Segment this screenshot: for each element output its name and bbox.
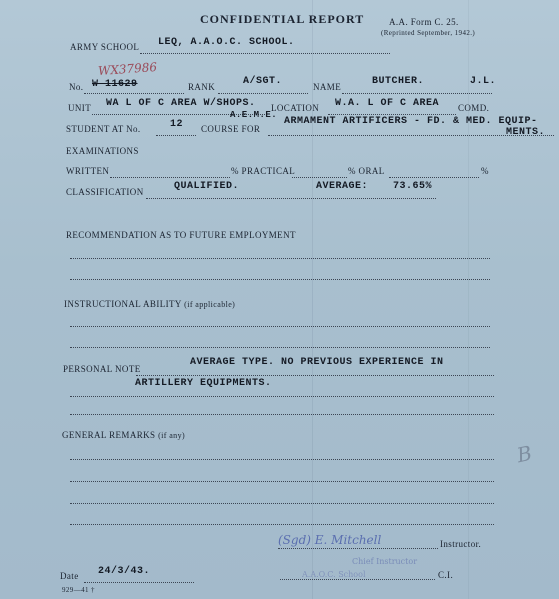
remarks-line [70, 503, 494, 504]
name-label: NAME [313, 82, 342, 92]
ci-line [280, 579, 435, 580]
instructor-line [278, 548, 438, 549]
instructional-heading [64, 299, 235, 309]
oral-line [389, 177, 479, 178]
reprint-note: (Reprinted September, 1942.) [381, 29, 476, 37]
army-school-label: ARMY SCHOOL [70, 42, 140, 52]
location-label: LOCATION [271, 103, 320, 113]
general-remarks-heading [62, 430, 185, 440]
instructor-signature: (Sgd) E. Mitchell [278, 533, 382, 547]
chief-instructor-stamp: Chief Instructor [352, 557, 418, 566]
personal-note-line [70, 396, 494, 397]
margin-mark: B [514, 440, 535, 468]
rank-label: RANK [188, 82, 216, 92]
handwritten-number: WX37986 [97, 59, 158, 79]
average-value: 73.65% [393, 181, 433, 192]
army-school-line [140, 53, 390, 54]
instructional-line [70, 326, 490, 327]
remarks-line [70, 524, 494, 525]
form-number: A.A. Form C. 25. [389, 17, 459, 27]
date-line [84, 582, 194, 583]
remarks-line [70, 481, 494, 482]
printer-code: 929—41 † [62, 586, 95, 594]
general-remarks-label: GENERAL REMARKS [62, 430, 156, 440]
date-label: Date [60, 571, 79, 581]
general-remarks-note: (if any) [158, 431, 186, 440]
classification-value: QUALIFIED. [174, 181, 240, 192]
rank-value: A/SGT. [243, 76, 283, 87]
corps-value: A.E.M.E. [230, 110, 278, 120]
ci-stamp: A.A.O.C. School [302, 570, 366, 579]
personal-note-line2: ARTILLERY EQUIPMENTS. [135, 378, 272, 389]
rank-line [218, 93, 308, 94]
no-label: No. [69, 82, 84, 92]
name-line [342, 93, 492, 94]
personal-note-line [70, 414, 494, 415]
average-label: AVERAGE: [316, 181, 369, 192]
classification-label: CLASSIFICATION [66, 187, 144, 197]
instructional-line [70, 347, 490, 348]
remarks-line [70, 459, 494, 460]
army-school-value: LEQ, A.A.O.C. SCHOOL. [158, 37, 295, 48]
oral-label: % ORAL [348, 166, 385, 176]
recommendation-line [70, 279, 490, 280]
practical-line [292, 177, 347, 178]
course-label: COURSE FOR [201, 124, 261, 134]
unit-value: WA L OF C AREA W/SHOPS. [106, 98, 256, 109]
personal-note-label: PERSONAL NOTE [63, 364, 141, 374]
examinations-heading: EXAMINATIONS [66, 146, 139, 156]
student-label: STUDENT AT No. [66, 124, 141, 134]
location-value: W.A. L OF C AREA [335, 98, 440, 109]
instructional-note: (if applicable) [184, 300, 236, 309]
course-value: ARMAMENT ARTIFICERS - FD. & MED. EQUIP- [284, 116, 538, 127]
ci-label: C.I. [438, 570, 454, 580]
personal-note-line [136, 375, 494, 376]
date-value: 24/3/43. [98, 566, 151, 577]
written-label: WRITTEN [66, 166, 110, 176]
student-no-value: 12 [170, 119, 184, 130]
instructional-label: INSTRUCTIONAL ABILITY [64, 299, 182, 309]
written-line [110, 177, 230, 178]
recommendation-line [70, 258, 490, 259]
paper-fold [468, 0, 469, 599]
personal-note-line1: AVERAGE TYPE. NO PREVIOUS EXPERIENCE IN [190, 357, 444, 368]
practical-label: % PRACTICAL [231, 166, 296, 176]
unit-label: UNIT [68, 103, 92, 113]
no-line [84, 93, 184, 94]
form-title: CONFIDENTIAL REPORT [200, 12, 365, 26]
initials-value: J.L. [470, 76, 497, 87]
no-value: W 11629 [92, 79, 138, 90]
name-value: BUTCHER. [372, 76, 425, 87]
instructor-label: Instructor. [440, 539, 482, 549]
location-line [328, 114, 456, 115]
recommendation-heading: RECOMMENDATION AS TO FUTURE EMPLOYMENT [66, 230, 296, 240]
oral-percent: % [481, 166, 489, 176]
comd-label: COMD. [458, 103, 490, 113]
course-value-cont: MENTS. [506, 127, 546, 138]
classification-line [146, 198, 436, 199]
student-no-line [156, 135, 196, 136]
